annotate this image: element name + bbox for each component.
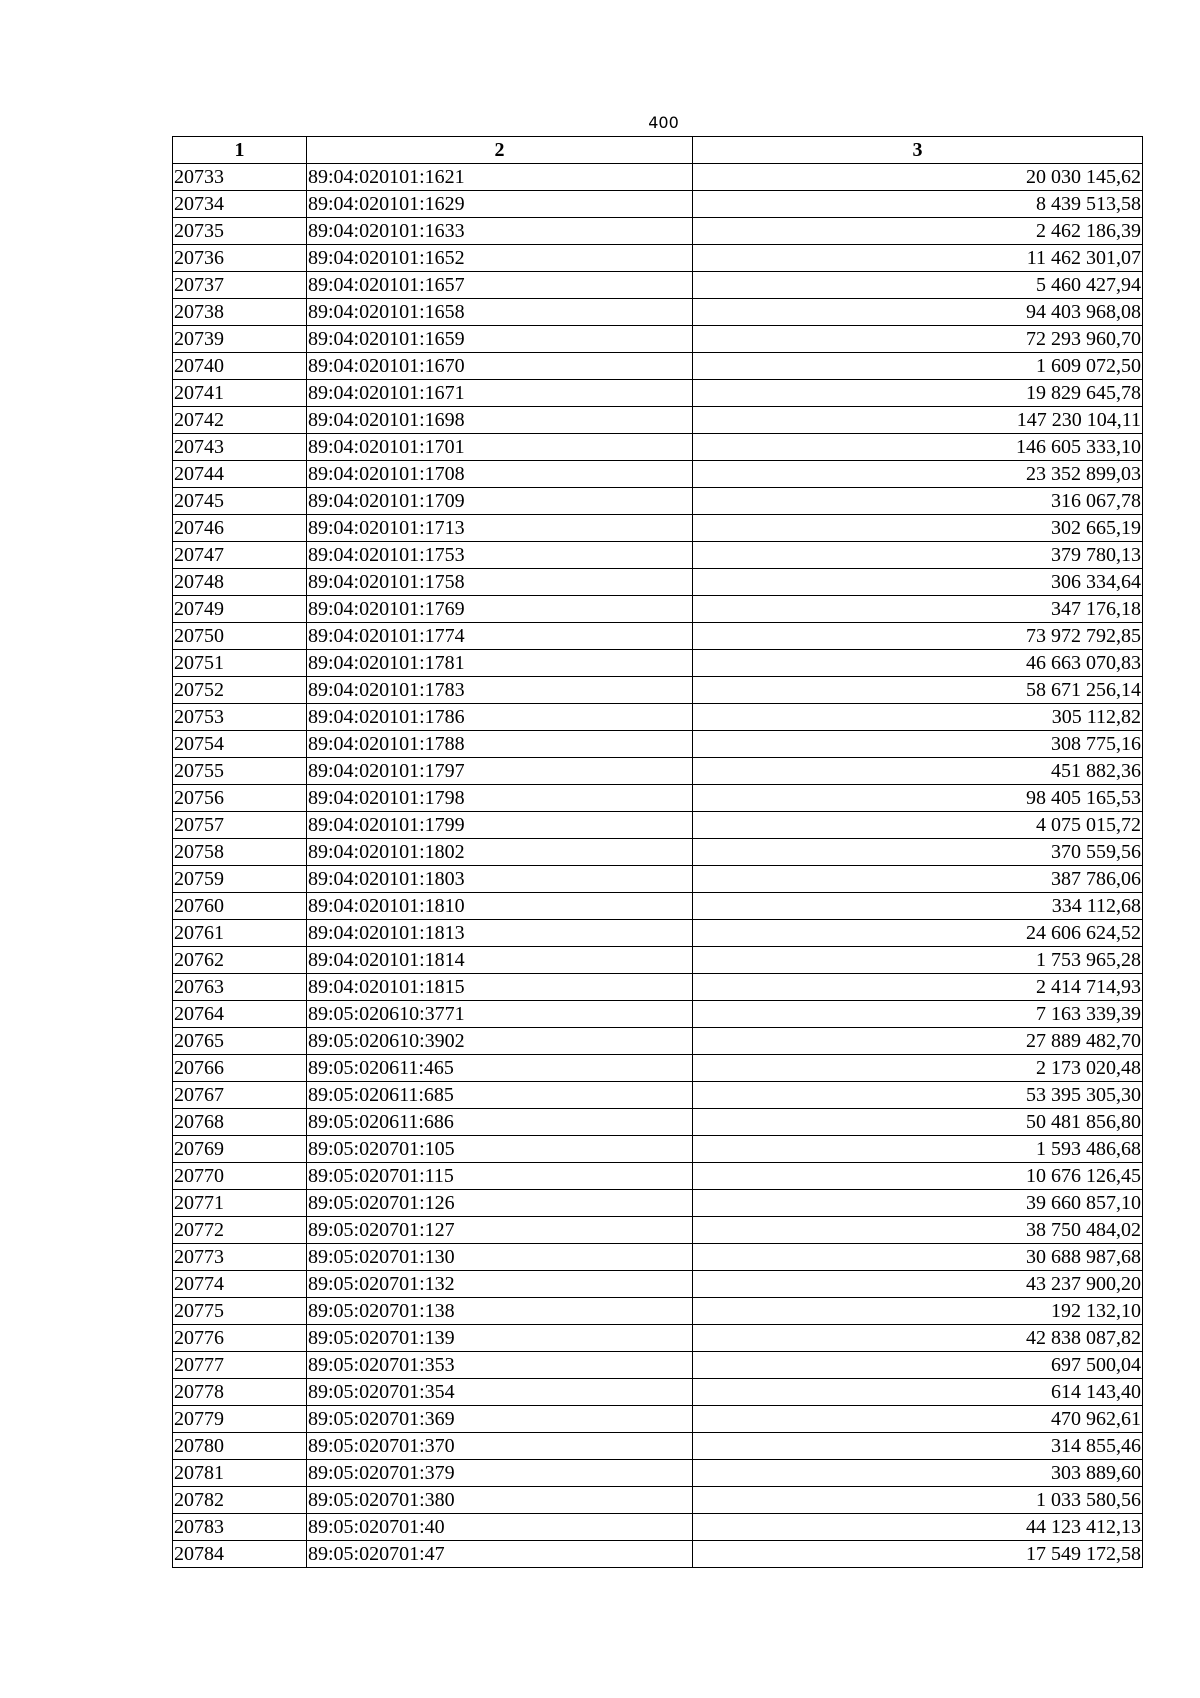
cadastral-value-cell: 614 143,40 [693,1379,1143,1406]
table-row [173,1514,1143,1541]
cadastral-number-cell: 89:05:020701:40 [307,1514,693,1541]
cadastral-number-cell: 89:05:020611:465 [307,1055,693,1082]
row-number-cell: 20759 [173,866,307,893]
cadastral-number-cell: 89:05:020701:47 [307,1541,693,1568]
row-number-cell: 20736 [173,245,307,272]
cadastral-number-cell: 89:05:020701:369 [307,1406,693,1433]
table-row [173,1028,1143,1055]
cadastral-number-cell: 89:04:020101:1658 [307,299,693,326]
row-number-cell: 20775 [173,1298,307,1325]
cadastral-number-cell: 89:04:020101:1783 [307,677,693,704]
table-row [173,569,1143,596]
table-row [173,1271,1143,1298]
row-number-cell: 20733 [173,164,307,191]
cadastral-number-cell: 89:04:020101:1815 [307,974,693,1001]
table-row [173,1406,1143,1433]
cadastral-number-cell: 89:05:020610:3902 [307,1028,693,1055]
cadastral-number-cell: 89:04:020101:1810 [307,893,693,920]
cadastral-number-cell: 89:04:020101:1701 [307,434,693,461]
row-number-cell: 20779 [173,1406,307,1433]
row-number-cell: 20739 [173,326,307,353]
row-number-cell: 20782 [173,1487,307,1514]
cadastral-value-cell: 470 962,61 [693,1406,1143,1433]
table-row [173,947,1143,974]
cadastral-value-cell: 20 030 145,62 [693,164,1143,191]
row-number-cell: 20756 [173,785,307,812]
row-number-cell: 20757 [173,812,307,839]
row-number-cell: 20778 [173,1379,307,1406]
row-number-cell: 20760 [173,893,307,920]
cadastral-number-cell: 89:04:020101:1629 [307,191,693,218]
cadastral-value-cell: 53 395 305,30 [693,1082,1143,1109]
table-row [173,407,1143,434]
table-body [173,164,1143,1568]
table-row [173,731,1143,758]
table-row [173,866,1143,893]
cadastral-value-cell: 347 176,18 [693,596,1143,623]
row-number-cell: 20781 [173,1460,307,1487]
row-number-cell: 20740 [173,353,307,380]
cadastral-value-cell: 8 439 513,58 [693,191,1143,218]
cadastral-value-cell: 1 593 486,68 [693,1136,1143,1163]
table-row [173,299,1143,326]
table-row [173,272,1143,299]
row-number-cell: 20753 [173,704,307,731]
table-row [173,245,1143,272]
table-row [173,1460,1143,1487]
cadastral-number-cell: 89:04:020101:1802 [307,839,693,866]
row-number-cell: 20774 [173,1271,307,1298]
table-header-row [173,137,1143,164]
row-number-cell: 20763 [173,974,307,1001]
cadastral-value-cell: 7 163 339,39 [693,1001,1143,1028]
row-number-cell: 20780 [173,1433,307,1460]
cadastral-value-cell: 19 829 645,78 [693,380,1143,407]
row-number-cell: 20762 [173,947,307,974]
column-header-2: 2 [307,137,693,164]
table-row [173,1109,1143,1136]
cadastral-number-cell: 89:04:020101:1798 [307,785,693,812]
cadastral-value-cell: 303 889,60 [693,1460,1143,1487]
cadastral-value-cell: 73 972 792,85 [693,623,1143,650]
cadastral-value-cell: 192 132,10 [693,1298,1143,1325]
cadastral-number-cell: 89:04:020101:1769 [307,596,693,623]
row-number-cell: 20755 [173,758,307,785]
cadastral-value-cell: 2 414 714,93 [693,974,1143,1001]
cadastral-value-cell: 1 609 072,50 [693,353,1143,380]
cadastral-value-cell: 1 753 965,28 [693,947,1143,974]
table-row [173,1325,1143,1352]
row-number-cell: 20735 [173,218,307,245]
cadastral-value-cell: 39 660 857,10 [693,1190,1143,1217]
cadastral-number-cell: 89:04:020101:1758 [307,569,693,596]
table-row [173,812,1143,839]
cadastral-value-cell: 308 775,16 [693,731,1143,758]
row-number-cell: 20744 [173,461,307,488]
cadastral-number-cell: 89:05:020701:138 [307,1298,693,1325]
row-number-cell: 20752 [173,677,307,704]
cadastral-number-cell: 89:05:020701:132 [307,1271,693,1298]
cadastral-number-cell: 89:05:020701:127 [307,1217,693,1244]
cadastral-value-cell: 11 462 301,07 [693,245,1143,272]
table-row [173,515,1143,542]
table-row [173,1190,1143,1217]
cadastral-value-cell: 370 559,56 [693,839,1143,866]
cadastral-number-cell: 89:04:020101:1708 [307,461,693,488]
row-number-cell: 20766 [173,1055,307,1082]
row-number-cell: 20765 [173,1028,307,1055]
cadastral-value-cell: 4 075 015,72 [693,812,1143,839]
cadastral-value-table [172,136,1143,1568]
table-row [173,650,1143,677]
table-row [173,1001,1143,1028]
row-number-cell: 20745 [173,488,307,515]
cadastral-value-cell: 306 334,64 [693,569,1143,596]
cadastral-value-cell: 334 112,68 [693,893,1143,920]
cadastral-number-cell: 89:04:020101:1799 [307,812,693,839]
row-number-cell: 20747 [173,542,307,569]
cadastral-value-cell: 23 352 899,03 [693,461,1143,488]
table-row [173,218,1143,245]
cadastral-value-cell: 42 838 087,82 [693,1325,1143,1352]
table-row [173,1298,1143,1325]
row-number-cell: 20741 [173,380,307,407]
cadastral-value-cell: 17 549 172,58 [693,1541,1143,1568]
cadastral-number-cell: 89:04:020101:1633 [307,218,693,245]
row-number-cell: 20742 [173,407,307,434]
cadastral-value-cell: 44 123 412,13 [693,1514,1143,1541]
cadastral-value-cell: 58 671 256,14 [693,677,1143,704]
cadastral-value-cell: 146 605 333,10 [693,434,1143,461]
cadastral-value-cell: 46 663 070,83 [693,650,1143,677]
table-row [173,758,1143,785]
cadastral-number-cell: 89:05:020701:126 [307,1190,693,1217]
row-number-cell: 20783 [173,1514,307,1541]
cadastral-number-cell: 89:04:020101:1671 [307,380,693,407]
table-row [173,461,1143,488]
table-row [173,1244,1143,1271]
cadastral-number-cell: 89:04:020101:1813 [307,920,693,947]
row-number-cell: 20767 [173,1082,307,1109]
table-row [173,1541,1143,1568]
row-number-cell: 20738 [173,299,307,326]
cadastral-number-cell: 89:05:020701:379 [307,1460,693,1487]
cadastral-number-cell: 89:04:020101:1659 [307,326,693,353]
table-row [173,1055,1143,1082]
cadastral-number-cell: 89:04:020101:1814 [307,947,693,974]
row-number-cell: 20784 [173,1541,307,1568]
row-number-cell: 20750 [173,623,307,650]
table-row [173,785,1143,812]
table-row [173,542,1143,569]
table-row [173,677,1143,704]
cadastral-number-cell: 89:04:020101:1657 [307,272,693,299]
cadastral-value-cell: 316 067,78 [693,488,1143,515]
table-row [173,1379,1143,1406]
cadastral-value-cell: 379 780,13 [693,542,1143,569]
table-row [173,1487,1143,1514]
cadastral-number-cell: 89:04:020101:1788 [307,731,693,758]
cadastral-value-cell: 50 481 856,80 [693,1109,1143,1136]
cadastral-value-cell: 94 403 968,08 [693,299,1143,326]
table-row [173,353,1143,380]
cadastral-number-cell: 89:05:020701:380 [307,1487,693,1514]
cadastral-value-cell: 30 688 987,68 [693,1244,1143,1271]
row-number-cell: 20770 [173,1163,307,1190]
table-row [173,1163,1143,1190]
cadastral-number-cell: 89:05:020610:3771 [307,1001,693,1028]
cadastral-number-cell: 89:05:020701:353 [307,1352,693,1379]
row-number-cell: 20758 [173,839,307,866]
cadastral-value-cell: 2 173 020,48 [693,1055,1143,1082]
row-number-cell: 20751 [173,650,307,677]
row-number-cell: 20734 [173,191,307,218]
row-number-cell: 20777 [173,1352,307,1379]
cadastral-number-cell: 89:05:020701:354 [307,1379,693,1406]
cadastral-number-cell: 89:04:020101:1709 [307,488,693,515]
cadastral-number-cell: 89:05:020701:115 [307,1163,693,1190]
cadastral-value-cell: 10 676 126,45 [693,1163,1143,1190]
row-number-cell: 20772 [173,1217,307,1244]
row-number-cell: 20748 [173,569,307,596]
cadastral-number-cell: 89:04:020101:1698 [307,407,693,434]
table-row [173,839,1143,866]
cadastral-value-cell: 43 237 900,20 [693,1271,1143,1298]
table-row [173,1352,1143,1379]
cadastral-value-cell: 387 786,06 [693,866,1143,893]
cadastral-number-cell: 89:05:020701:105 [307,1136,693,1163]
table-row [173,974,1143,1001]
cadastral-number-cell: 89:04:020101:1713 [307,515,693,542]
table-row [173,1217,1143,1244]
table-row [173,164,1143,191]
table-row [173,326,1143,353]
table-row [173,920,1143,947]
row-number-cell: 20749 [173,596,307,623]
cadastral-number-cell: 89:04:020101:1753 [307,542,693,569]
cadastral-number-cell: 89:04:020101:1670 [307,353,693,380]
cadastral-number-cell: 89:05:020701:130 [307,1244,693,1271]
cadastral-value-cell: 302 665,19 [693,515,1143,542]
table-row [173,1082,1143,1109]
cadastral-number-cell: 89:05:020701:139 [307,1325,693,1352]
column-header-1: 1 [173,137,307,164]
cadastral-value-cell: 27 889 482,70 [693,1028,1143,1055]
cadastral-value-cell: 38 750 484,02 [693,1217,1143,1244]
cadastral-number-cell: 89:04:020101:1621 [307,164,693,191]
cadastral-value-cell: 5 460 427,94 [693,272,1143,299]
row-number-cell: 20769 [173,1136,307,1163]
row-number-cell: 20771 [173,1190,307,1217]
cadastral-value-cell: 24 606 624,52 [693,920,1143,947]
cadastral-number-cell: 89:04:020101:1803 [307,866,693,893]
row-number-cell: 20761 [173,920,307,947]
row-number-cell: 20773 [173,1244,307,1271]
table-row [173,1433,1143,1460]
cadastral-number-cell: 89:05:020611:685 [307,1082,693,1109]
cadastral-value-cell: 98 405 165,53 [693,785,1143,812]
row-number-cell: 20737 [173,272,307,299]
table-row [173,434,1143,461]
cadastral-value-cell: 451 882,36 [693,758,1143,785]
row-number-cell: 20746 [173,515,307,542]
table-row [173,893,1143,920]
cadastral-number-cell: 89:04:020101:1774 [307,623,693,650]
table-row [173,623,1143,650]
cadastral-number-cell: 89:04:020101:1797 [307,758,693,785]
table-row [173,1136,1143,1163]
cadastral-number-cell: 89:05:020701:370 [307,1433,693,1460]
row-number-cell: 20743 [173,434,307,461]
table-row [173,596,1143,623]
page-number: 400 [648,113,679,132]
column-header-3: 3 [693,137,1143,164]
cadastral-number-cell: 89:04:020101:1786 [307,704,693,731]
table-row [173,704,1143,731]
table-row [173,380,1143,407]
cadastral-value-cell: 305 112,82 [693,704,1143,731]
table-row [173,488,1143,515]
table-row [173,191,1143,218]
cadastral-value-cell: 147 230 104,11 [693,407,1143,434]
row-number-cell: 20776 [173,1325,307,1352]
cadastral-value-cell: 2 462 186,39 [693,218,1143,245]
row-number-cell: 20764 [173,1001,307,1028]
cadastral-value-cell: 72 293 960,70 [693,326,1143,353]
cadastral-number-cell: 89:04:020101:1652 [307,245,693,272]
cadastral-number-cell: 89:04:020101:1781 [307,650,693,677]
row-number-cell: 20768 [173,1109,307,1136]
cadastral-number-cell: 89:05:020611:686 [307,1109,693,1136]
row-number-cell: 20754 [173,731,307,758]
cadastral-value-cell: 314 855,46 [693,1433,1143,1460]
cadastral-value-cell: 697 500,04 [693,1352,1143,1379]
cadastral-value-cell: 1 033 580,56 [693,1487,1143,1514]
